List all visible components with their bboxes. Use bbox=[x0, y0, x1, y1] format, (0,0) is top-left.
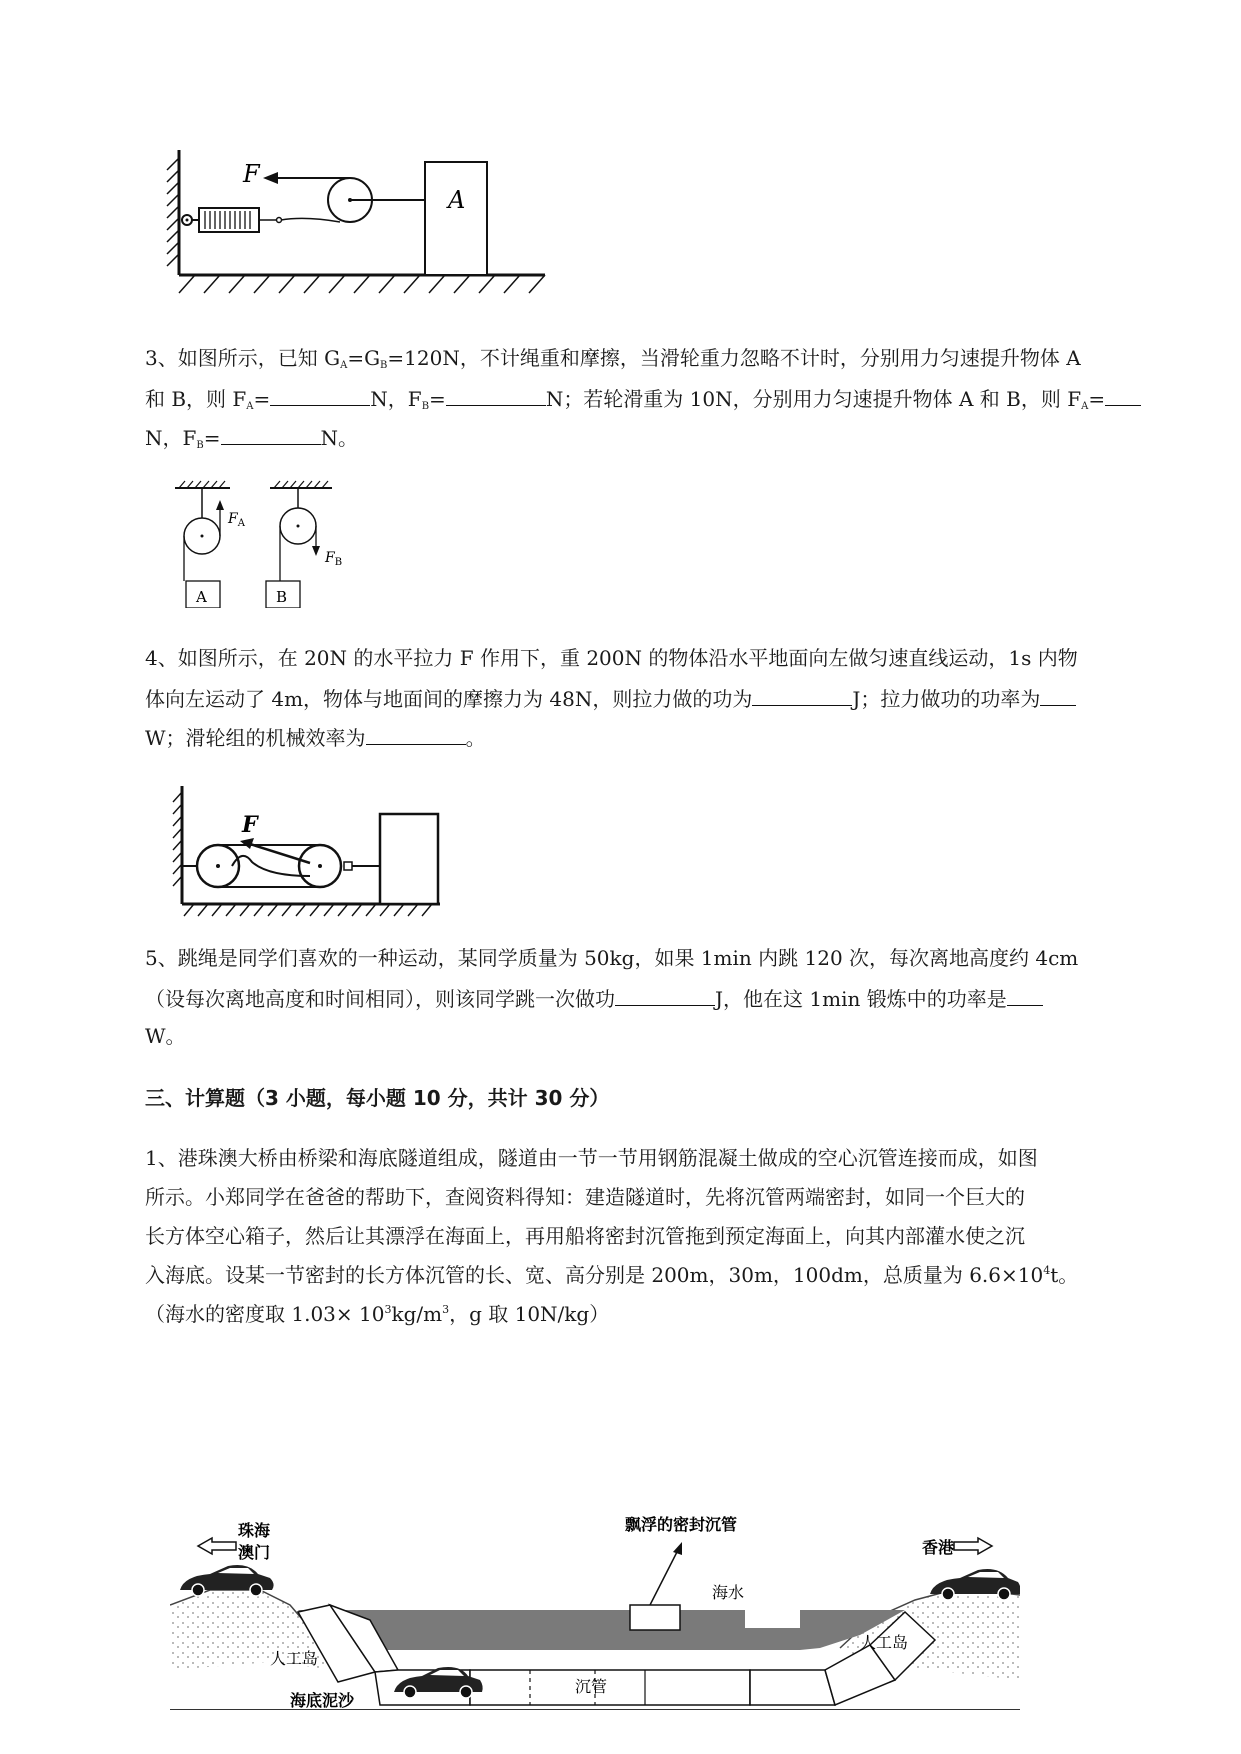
answer-blank-work[interactable] bbox=[752, 687, 852, 706]
figure-pulley-block bbox=[170, 786, 460, 921]
left-dest-label-1: 珠海 bbox=[238, 1521, 271, 1540]
fa-label: $F_A$ bbox=[228, 511, 245, 529]
c1-line-4: 入海底。设某一节密封的长方体沉管的长、宽、高分别是 200m，30m，100dm，总质量为 $6.6\times 10^4t$。 bbox=[145, 1263, 1079, 1287]
q3-line-2: 和 B，则 $F_A= N$，$F_B= N$；若轮滑重为 10N，分别用力匀速提升物体 A 和 B，则 $F_A=$ bbox=[145, 387, 1105, 412]
tube-label: 沉管 bbox=[575, 1677, 608, 1696]
q5-line-3: W。 bbox=[145, 1024, 186, 1048]
left-dest-label-2: 澳门 bbox=[238, 1543, 271, 1562]
figure-spring-pulley bbox=[165, 150, 565, 300]
answer-blank-fa2[interactable] bbox=[1105, 387, 1141, 406]
box-a-label: A bbox=[196, 588, 207, 606]
figure-fixed-pulleys bbox=[170, 478, 400, 608]
q5-line-1: 5、跳绳是同学们喜欢的一种运动，某同学质量为 50kg，如果 1min 内跳 120 次，每次离地高度约 4cm bbox=[145, 946, 1079, 970]
sea-water-label: 海水 bbox=[712, 1583, 745, 1602]
c1-line-2: 所示。小郑同学在爸爸的帮助下，查阅资料得知：建造隧道时，先将沉管两端密封，如同一个巨大的 bbox=[145, 1185, 1025, 1209]
force-label: F bbox=[243, 160, 260, 188]
answer-blank-power[interactable] bbox=[1040, 687, 1076, 706]
arrow-right-icon bbox=[954, 1538, 992, 1554]
c1-line-5: （海水的密度取 $1.03\times 10^3kg/m^3$，g 取 10N/kg） bbox=[145, 1302, 610, 1326]
force-label-q4: F bbox=[242, 812, 258, 838]
q4-line-2: 体向左运动了 4m，物体与地面间的摩擦力为 48N，则拉力做的功为 J；拉力做功的功率为 bbox=[145, 687, 1105, 709]
island-left-label: 人工岛 bbox=[270, 1649, 319, 1668]
floating-tube-label: 飘浮的密封沉管 bbox=[625, 1515, 738, 1534]
arrow-left-icon bbox=[198, 1538, 236, 1554]
q3-line-3: N，$F_B= N$。 bbox=[145, 426, 359, 451]
q4-line-1: 4、如图所示，在 20N 的水平拉力 F 作用下，重 200N 的物体沿水平地面向左做匀速直线运动，1s 内物 bbox=[145, 646, 1078, 670]
section-heading: 三、计算题（3 小题，每小题 10 分，共计 30 分） bbox=[145, 1086, 610, 1110]
island-right-label: 人工岛 bbox=[860, 1633, 909, 1652]
seabed-label: 海底泥沙 bbox=[290, 1691, 355, 1710]
answer-blank-fb[interactable] bbox=[446, 387, 546, 406]
answer-blank-fb2[interactable] bbox=[221, 426, 321, 445]
q4-line-3: W；滑轮组的机械效率为 。 bbox=[145, 726, 486, 750]
block-label: A bbox=[448, 186, 466, 214]
answer-blank-fa[interactable] bbox=[270, 387, 370, 406]
answer-blank-efficiency[interactable] bbox=[366, 726, 466, 745]
right-dest-label: 香港 bbox=[922, 1538, 955, 1557]
c1-line-1: 1、港珠澳大桥由桥梁和海底隧道组成，隧道由一节一节用钢筋混凝土做成的空心沉管连接而成，如图 bbox=[145, 1146, 1038, 1170]
c1-line-3: 长方体空心箱子，然后让其漂浮在海面上，再用船将密封沉管拖到预定海面上，向其内部灌水使之沉 bbox=[145, 1224, 1025, 1248]
q3-line-1: 3、如图所示，已知 $G_A=G_B=120N$，不计绳重和摩擦，当滑轮重力忽略不计时，分别用力匀速提升物体 A bbox=[145, 346, 1081, 371]
answer-blank-jump-work[interactable] bbox=[615, 987, 715, 1006]
q5-line-2: （设每次离地高度和时间相同），则该同学跳一次做功 J，他在这 1min 锻炼中的功率是 bbox=[145, 987, 1105, 1009]
fb-label: $F_B$ bbox=[325, 550, 343, 568]
box-b-label: B bbox=[276, 588, 288, 606]
figure-immersed-tunnel bbox=[170, 1380, 1020, 1710]
answer-blank-jump-power[interactable] bbox=[1007, 987, 1043, 1006]
